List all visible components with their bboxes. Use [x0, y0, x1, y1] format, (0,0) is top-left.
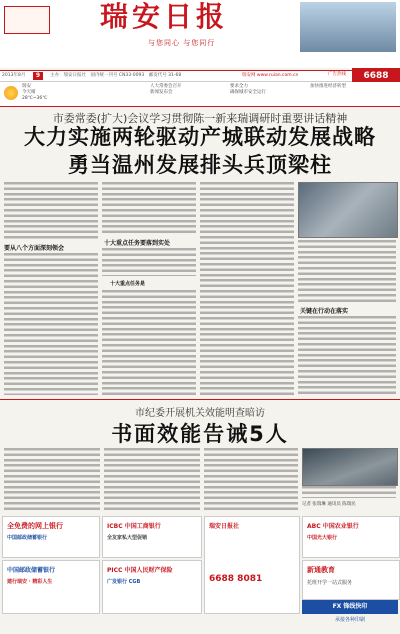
news-photo-2: [302, 448, 398, 486]
article-body-col2: [102, 182, 196, 236]
article2-col3: [204, 448, 298, 510]
ad-sub: 托班开学一站式服务: [307, 580, 353, 586]
article-body-col3: [200, 182, 294, 396]
masthead-slogan: 与您同心 与您同行: [148, 39, 216, 47]
ad-title: 全免费的网上银行: [7, 522, 63, 530]
weather-temp: 28℃~36℃: [22, 96, 48, 101]
index-line: 人大常委会召开: [150, 84, 182, 89]
article2-col1: [4, 448, 100, 510]
article2-col2: [104, 448, 200, 510]
ad-left-2[interactable]: [2, 560, 100, 614]
headline-kicker: 市委常委(扩大)会议学习贯彻陈一新来瑞调研时重要讲话精神: [52, 112, 348, 125]
section-divider: [0, 399, 400, 400]
index-line: 加快推进经济转型: [310, 84, 346, 89]
ad-phone: 6688 8081: [209, 574, 263, 584]
ad-right-2[interactable]: [302, 560, 400, 600]
article-body-col4: [298, 240, 396, 302]
headline-line-1: 大力实施两轮驱动产城联动发展战略: [24, 125, 376, 149]
masthead-photo: [300, 2, 396, 52]
index-line: 要求全力: [230, 84, 248, 89]
newspaper-name: 瑞安日报: [100, 0, 229, 33]
ad-title: PICC 中国人民财产保险: [107, 567, 173, 574]
ad-footer-right[interactable]: [302, 600, 398, 614]
article-body-col2b: [102, 248, 196, 276]
section-subheading: 十大重点任务是: [110, 281, 146, 287]
headline2-main: 书面效能告诫5人: [111, 422, 289, 446]
article-body-col2c: [102, 290, 196, 396]
publisher-info: 主办：瑞安日报社 国内统一刊号 CN33-0093 邮发代号 31-68: [50, 73, 182, 78]
masthead: [0, 0, 400, 68]
website-link[interactable]: 瑞安网 www.ruian.com.cn: [242, 73, 299, 78]
article-body-col1b: [4, 253, 98, 395]
section-heading: 关键在行动在落实: [300, 308, 349, 315]
ad-brand: FX 锋线快印: [332, 603, 368, 610]
page-number: 9: [33, 72, 43, 80]
ad-sub: 建行瑞安 · 精彩人生: [7, 579, 53, 585]
ad-sub: 中国光大银行: [307, 535, 338, 541]
ad-mid-2[interactable]: [102, 560, 202, 614]
section-heading: 要从八个方面深刻领会: [4, 245, 65, 252]
section-heading: 十大重点任务要落到实处: [104, 240, 171, 247]
masthead-seal-left: [4, 6, 50, 34]
ad-footer-note: 承接各种印刷: [334, 617, 365, 623]
ad-title: ICBC 中国工商银行: [107, 523, 161, 530]
ad-title: ABC 中国农业银行: [307, 523, 359, 530]
ad-mid-1[interactable]: [102, 516, 202, 558]
ad-left-1[interactable]: [2, 516, 100, 558]
ad-right-1[interactable]: [302, 516, 400, 558]
news-photo: [298, 182, 398, 238]
ad-title: 中国邮政储蓄银行: [7, 567, 56, 574]
index-line: 确保城市安全运行: [230, 90, 266, 95]
byline: 记者 张瑞琳 通讯员 陈瑞民: [302, 502, 356, 507]
article-body-col4b: [298, 316, 396, 396]
weather-today: 今天晴: [22, 90, 36, 95]
article2-col4: [302, 486, 396, 498]
headline-line-2: 勇当温州发展排头兵顶梁柱: [68, 153, 332, 177]
ad-sub: 广发银行 CGB: [107, 579, 141, 585]
ad-sub: 全友家私大型促销: [107, 535, 148, 541]
hotline-label: 广告热线: [328, 72, 346, 77]
ad-hotline: 6688: [352, 68, 400, 84]
ad-title: 新通教育: [307, 566, 335, 574]
weather-strip: [0, 82, 400, 107]
weather-city: 瑞安: [22, 84, 31, 89]
issue-date: 2013年8月: [2, 73, 26, 78]
article-body-col1: [4, 182, 98, 240]
weather-icon: [4, 86, 18, 100]
ad-sub: 中国邮政储蓄银行: [7, 535, 48, 541]
ad-title: 瑞安日报社: [209, 523, 240, 530]
ad-mid-3[interactable]: [204, 516, 300, 614]
index-line: 新闻发布会: [150, 90, 173, 95]
headline2-kicker: 市纪委开展机关效能明查暗访: [135, 408, 265, 419]
